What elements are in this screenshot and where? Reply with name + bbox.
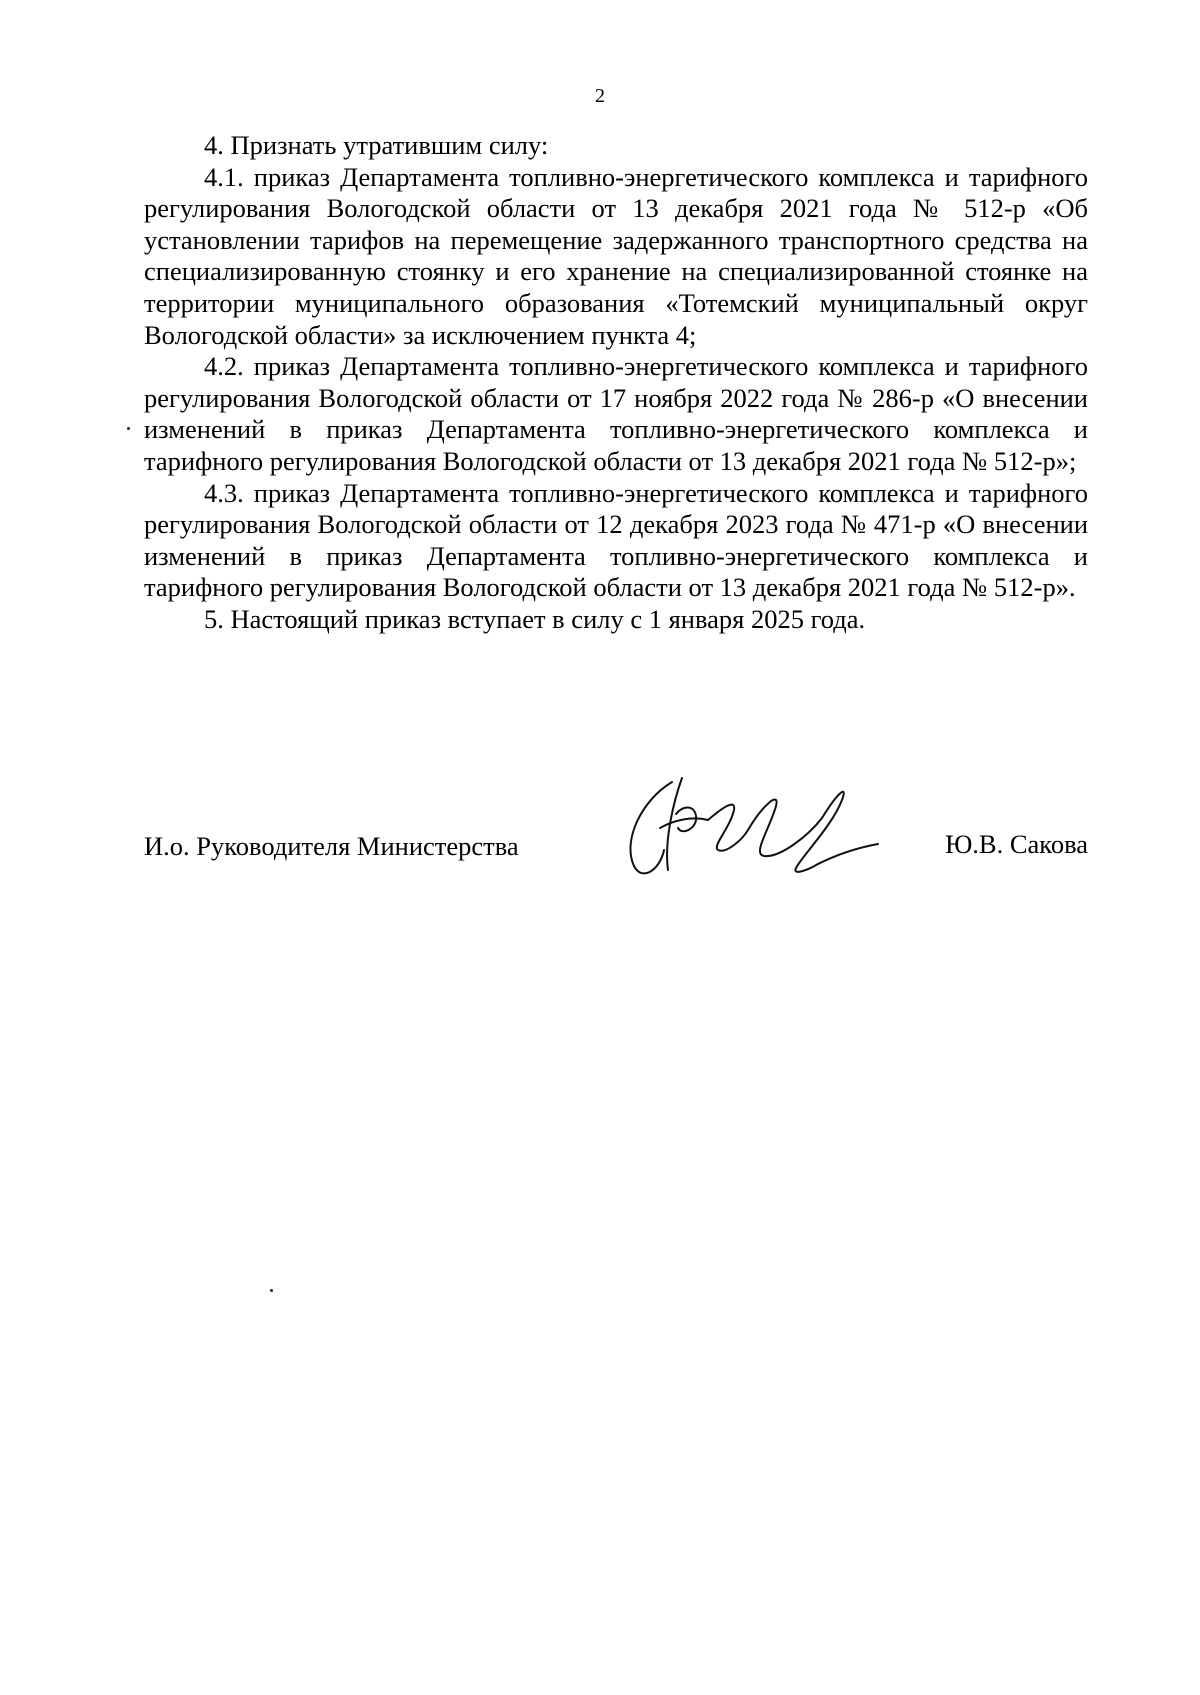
paragraph-4-2: 4.2. приказ Департамента топливно-энергетического комплекса и тарифного регулирования Вологодской области от 17 ноября 2022 года № 286-р «О внесении изменений в приказ Департамента топливно-энергетического комплекса и тарифного регулирования Вологодской области от 13 декабря 2021 года № 512-р»; (144, 351, 1088, 476)
scan-speck (127, 427, 130, 430)
signatory-position: И.о. Руководителя Министерства (144, 831, 519, 861)
signature-block (144, 770, 1088, 890)
handwritten-signature-icon (612, 770, 882, 888)
signatory-name: Ю.В. Сакова (945, 829, 1088, 859)
document-body (144, 130, 1088, 636)
page-number: 2 (595, 85, 605, 107)
paragraph-4: 4. Признать утратившим силу: (204, 130, 549, 160)
paragraph-4-3: 4.3. приказ Департамента топливно-энергетического комплекса и тарифного регулирования Вологодской области от 12 декабря 2023 года № 471-р «О внесении изменений в приказ Департамента топливно-энергетического комплекса и тарифного регулирования Вологодской области от 13 декабря 2021 года № 512-р». (144, 477, 1088, 603)
paragraph-4-1: 4.1. приказ Департамента топливно-энергетического комплекса и тарифного регулирования Вологодской области от 13 декабря 2021 года № 512-р «Об установлении тарифов на перемещение задержанного транспортного средства на специализированную стоянку и его хранение на специализированной стоянке на территории муниципального образования «Тотемский муниципальный округ Вологодской области» за исключением пункта 4; (144, 161, 1088, 350)
scan-speck (270, 1289, 273, 1292)
paragraph-5: 5. Настоящий приказ вступает в силу с 1 января 2025 года. (204, 603, 866, 634)
